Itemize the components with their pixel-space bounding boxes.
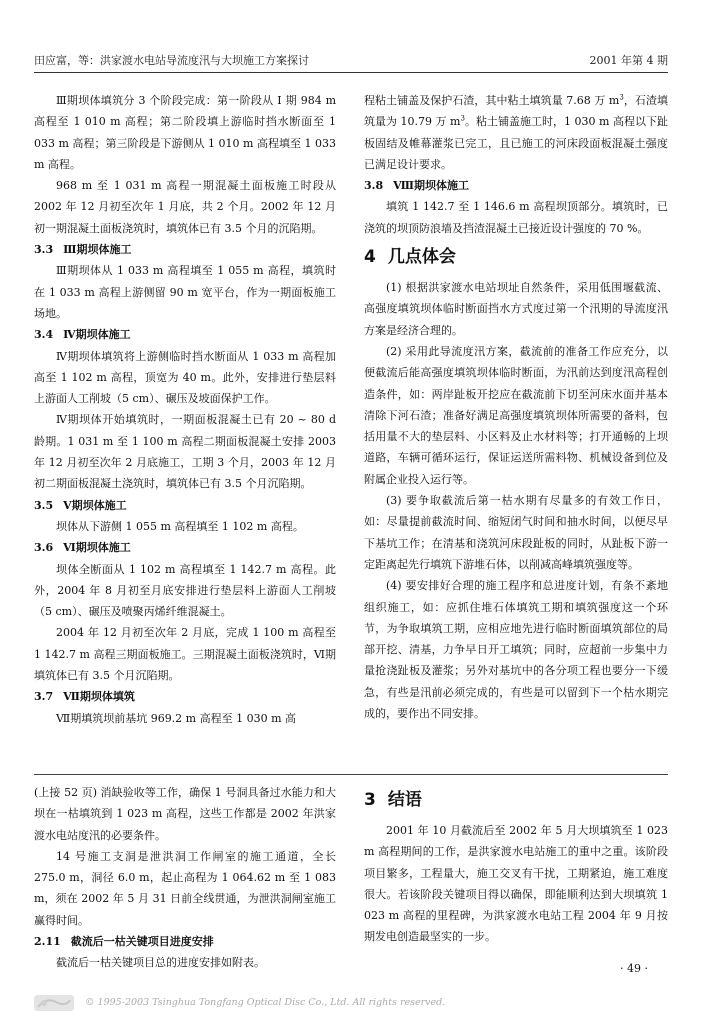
section-title: Ⅴ期坝体施工 (63, 498, 127, 512)
superscript: 3 (619, 93, 624, 102)
section-number: 3.7 (34, 690, 54, 704)
section-title: Ⅶ期坝体填筑 (63, 690, 135, 704)
paragraph: Ⅲ期坝体填筑分 3 个阶段完成：第一阶段从 Ⅰ 期 984 m 高程至 1 010 m 高程；第二阶段填上游临时挡水断面至 1 033 m 高程；第三阶段是下游侧从 1 010 m 高程填至 1 033 m 高程。 (34, 94, 336, 171)
running-header (34, 52, 668, 70)
paragraph: Ⅲ期坝体从 1 033 m 高程填至 1 055 m 高程，填筑时在 1 033 m 高程上游侧留 90 m 宽平台，作为一期面板施工场地。 (34, 264, 336, 320)
paragraph: Ⅶ期填筑坝前基坑 969.2 m 高程至 1 030 m 高 (56, 711, 297, 725)
paragraph: Ⅳ期坝体填筑将上游侧临时挡水断面从 1 033 m 高程加高至 1 102 m 高程，顶宽为 40 m。此外，安排进行垫层料上游面人工削坡（5 cm）、碾压及坡面保护工作。 (34, 349, 336, 406)
paragraph: 14 号施工支洞是泄洪洞工作闸室的施工通道，全长 275.0 m，洞径 6.0 m，起止高程为 1 064.62 m 至 1 083 m，须在 2002 年 5 月 31 日前全线贯通，为泄洪洞闸室施工赢得时间。 (34, 849, 336, 927)
section-heading-3-5 (34, 495, 336, 516)
section-heading-3-6 (34, 537, 336, 558)
section-title: Ⅵ期坝体施工 (63, 541, 131, 555)
paragraph: (2) 采用此导流度汛方案，截流前的准备工作应充分，以便截流后能高强度填筑坝体临时断面，为汛前达到度汛高程创造条件，如：两岸趾板开挖应在截流前下切至河床水面并基本清除下河石渣；准备好满足高强度填筑坝体所需要的备料，包括用量不大的垫层料、小区料及止水材料等；打开通畅的上坝道路，车辆可循环运行，保证运送所需料物、机械设备到位及附属企业投入运行等。 (364, 344, 668, 486)
section-heading-3-4 (34, 324, 336, 345)
section-title: Ⅲ期坝体施工 (63, 243, 132, 257)
text-run: 。粘土铺盖施工时，1 030 m 高程以下趾板固结及帷幕灌浆已完工，且已施工的河床段面板混凝土强度已满足设计要求。 (364, 115, 668, 171)
section-heading-2-11 (34, 931, 336, 952)
text-run: ，石渣填筑量为 10.79 万 m (364, 94, 668, 129)
paragraph (364, 90, 668, 175)
section-number: 4 (364, 247, 376, 268)
section-heading-3-7 (34, 686, 336, 707)
section-number: 3.5 (34, 498, 54, 512)
paragraph: 2001 年 10 月截流后至 2002 年 5 月大坝填筑至 1 023 m 高程期间的工作，是洪家渡水电站施工的重中之重。该阶段项目繁多，工程量大，施工交叉有干扰，工期紧迫，施工难度很大。若该阶段关键项目得以确保，即能顺利达到大坝填筑 1 023 m 高程的里程碑，为洪家渡水电站工程 2004 年 9 月按期发电创造最坚实的一步。 (364, 824, 668, 944)
paragraph: 截流后一枯关键项目总的进度安排如附表。 (56, 956, 265, 970)
paragraph: 坝体从下游侧 1 055 m 高程填至 1 102 m 高程。 (56, 519, 304, 533)
column-left-top (34, 90, 336, 729)
section-title: Ⅷ期坝体施工 (393, 179, 470, 193)
section-heading-3 (364, 788, 668, 812)
section-number: 2.11 (34, 935, 61, 949)
continuation-rule (34, 774, 668, 775)
copyright-text: © 1995-2003 Tsinghua Tongfang Optical Disc Co., Ltd. All rights reserved. (85, 997, 446, 1008)
paragraph: 坝体全断面从 1 102 m 高程填至 1 142.7 m 高程。此外，2004 年 8 月初至月底安排进行垫层料上游面人工削坡（5 cm）、碾压及喷聚丙烯纤维混凝土。 (34, 562, 336, 619)
paragraph: 2004 年 12 月初至次年 2 月底，完成 1 100 m 高程至 1 142.7 m 高程三期面板施工。三期混凝土面板浇筑时，Ⅵ期填筑体已有 3.5 个月沉陷期。 (34, 626, 336, 683)
running-header-title: 田应富，等：洪家渡水电站导流度汛与大坝施工方案探讨 (34, 54, 309, 67)
paragraph: (3) 要争取截流后第一枯水期有尽量多的有效工作日，如：尽量提前截流时间、缩短闭气时间和抽水时间，以便尽早下基坑工作；在清基和浇筑河床段趾板的同时，从趾板下游一定距离起先行填筑下游堆石体，以削减高峰填筑强度等。 (364, 494, 668, 571)
paragraph: (4) 要安排好合理的施工程序和总进度计划，有条不紊地组织施工，如：应抓住堆石体填筑工期和填筑强度这一个环节，为争取填筑工期，应相应地先进行临时断面填筑部位的局部开挖、清基，力争早日开工填筑；同时，应超前一步集中力量抢浇趾板及灌浆；另外对基坑中的各分项工程也要分一下缓急，有些是汛前必须完成的，有些是可以留到下一个枯水期完成的，要作出不同安排。 (364, 579, 668, 721)
section-heading-3-3 (34, 239, 336, 260)
paragraph: 968 m 至 1 031 m 高程一期混凝土面板施工时段从 2002 年 12 月初至次年 1 月底，共 2 个月。2002 年 12 月初一期混凝土面板浇筑时，填筑体已有 3.5 个月的沉陷期。 (34, 179, 336, 235)
section-heading-3-8 (364, 175, 668, 196)
header-rule (34, 72, 668, 73)
paragraph: (上接 52 页) 消缺验收等工作，确保 1 号洞具备过水能力和大坝在一枯填筑到 1 023 m 高程，这些工作都是 2002 年洪家渡水电站度汛的必要条件。 (34, 786, 336, 842)
page-number: · 49 · (620, 962, 648, 975)
paragraph: 填筑 1 142.7 至 1 146.6 m 高程坝顶部分。填筑时，已浇筑的坝顶防浪墙及挡渣混凝土已接近设计强度的 70 %。 (364, 200, 668, 235)
section-number: 3.6 (34, 541, 54, 555)
paragraph: (1) 根据洪家渡水电站坝址自然条件，采用低围堰截流、高强度填筑坝体临时断面挡水方式度过第一个汛期的导流度汛方案是经济合理的。 (364, 281, 668, 337)
text-run: 程粘土铺盖及保护石渣，其中粘土填筑量 7.68 万 m (364, 94, 620, 107)
superscript: 3 (460, 114, 465, 123)
section-heading-4 (364, 245, 668, 269)
section-title: 几点体会 (387, 247, 456, 268)
column-right-bottom (364, 782, 668, 948)
section-title: Ⅳ期坝体施工 (63, 328, 131, 342)
copyright-footer (34, 992, 554, 1014)
publisher-logo-icon (34, 995, 74, 1011)
section-number: 3.8 (364, 179, 384, 193)
paragraph: Ⅳ期坝体开始填筑时，一期面板混凝土已有 20 ~ 80 d 龄期。1 031 m 至 1 100 m 高程二期面板混凝土安排 2003 年 12 月初至次年 2 月底施工，工期 3 个月，2003 年 12 月初二期面板混凝土浇筑时，填筑体已有 3.5 个月沉陷期。 (34, 413, 336, 491)
section-number: 3.4 (34, 328, 54, 342)
section-title: 截流后一枯关键项目进度安排 (70, 935, 214, 949)
column-right-top (364, 90, 668, 724)
section-number: 3.3 (34, 243, 54, 257)
column-left-bottom (34, 782, 336, 974)
section-title: 结语 (387, 790, 422, 810)
section-number: 3 (364, 790, 376, 810)
running-header-issue: 2001 年第 4 期 (589, 54, 668, 67)
